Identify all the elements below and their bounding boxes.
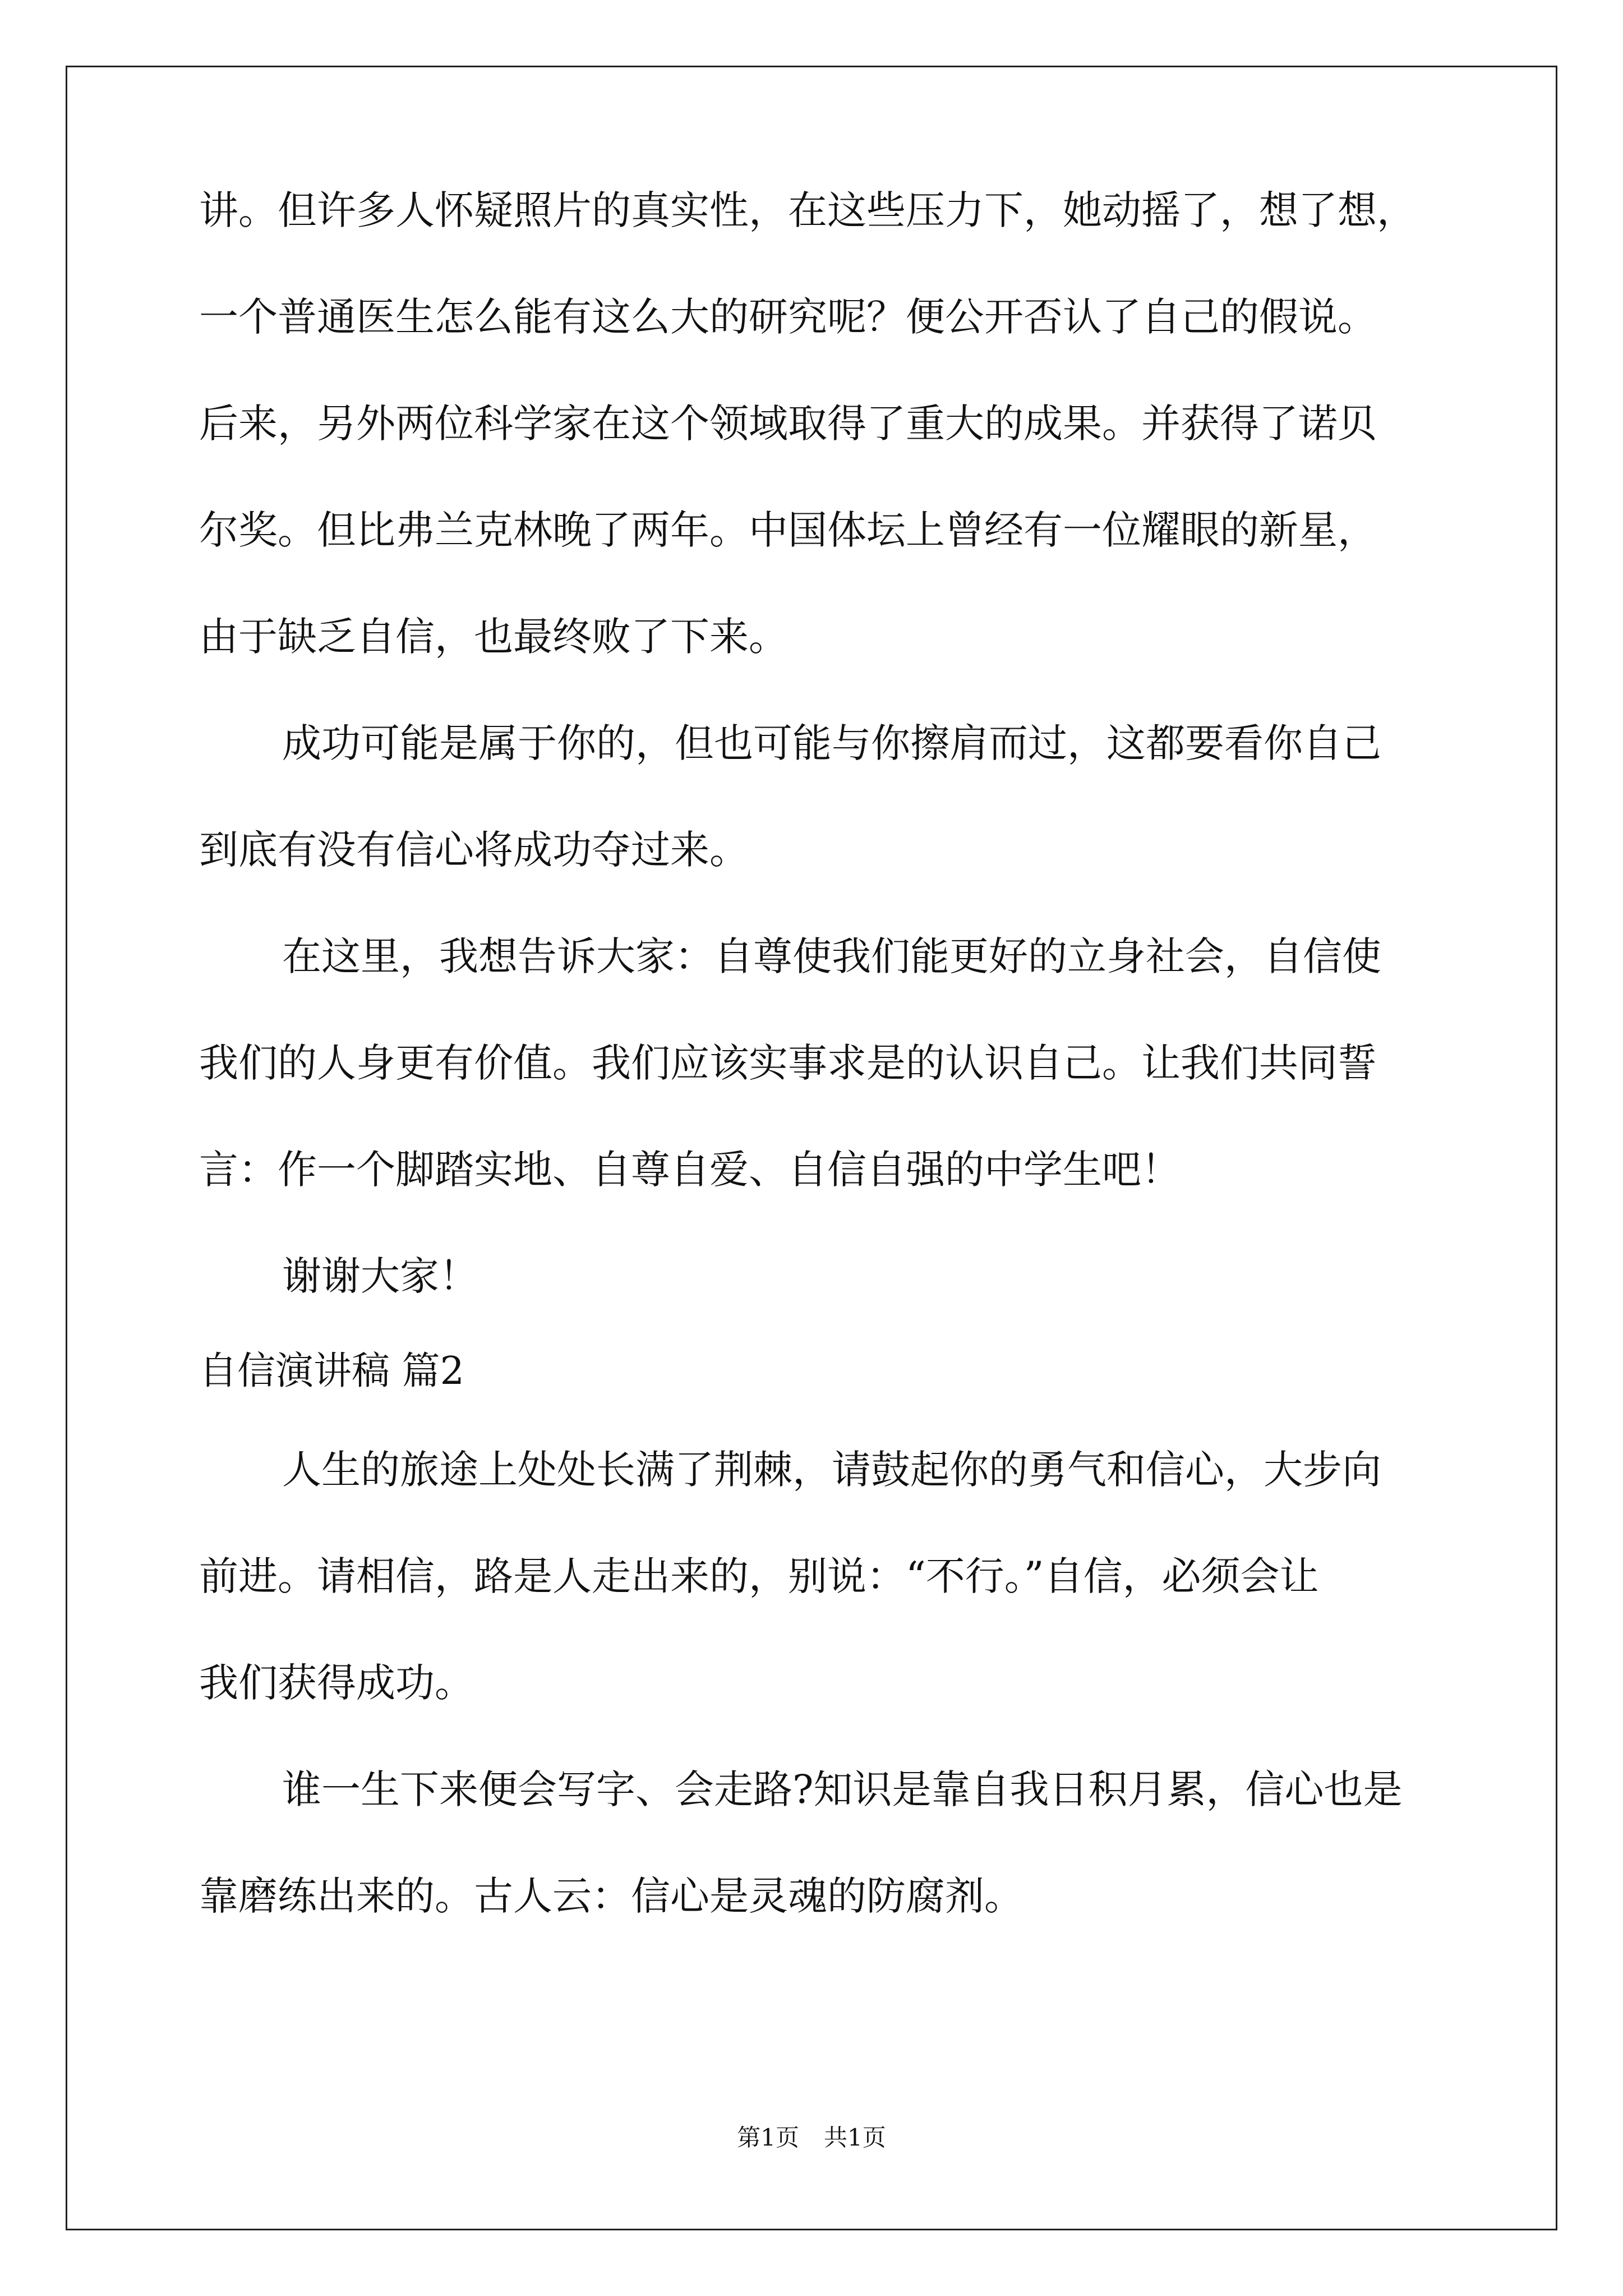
- text-line: 靠磨练出来的。古人云：信心是灵魂的防腐剂。: [199, 1873, 1023, 1919]
- text-line: 后来，另外两位科学家在这个领域取得了重大的成果。并获得了诺贝: [199, 401, 1377, 447]
- page-number: 第1页: [737, 2124, 799, 2151]
- text-line: 言：作一个脚踏实地、自尊自爱、自信自强的中学生吧！: [199, 1147, 1181, 1193]
- text-line: 人生的旅途上处处长满了荆棘，请鼓起你的勇气和信心，大步向: [282, 1447, 1381, 1493]
- text-line: 一个普通医生怎么能有这么大的研究呢？便公开否认了自己的假说。: [199, 294, 1377, 340]
- text-line: 成功可能是属于你的，但也可能与你擦肩而过，这都要看你自己: [282, 720, 1381, 766]
- text-line: 尔奖。但比弗兰克林晚了两年。中国体坛上曾经有一位耀眼的新星，: [199, 507, 1377, 553]
- text-line: 谁一生下来便会写字、会走路?知识是靠自我日积月累，信心也是: [282, 1766, 1403, 1812]
- text-line: 谢谢大家！: [282, 1253, 478, 1299]
- text-line: 在这里，我想告诉大家：自尊使我们能更好的立身社会，自信使: [282, 933, 1381, 979]
- text-line: 讲。但许多人怀疑照片的真实性，在这些压力下，她动摇了，想了想，: [199, 187, 1416, 233]
- page-total: 共1页: [824, 2124, 886, 2151]
- text-line: 由于缺乏自信，也最终败了下来。: [199, 614, 788, 660]
- text-line: 我们的人身更有价值。我们应该实事求是的认识自己。让我们共同誓: [199, 1040, 1377, 1086]
- text-line: 到底有没有信心将成功夺过来。: [199, 827, 749, 873]
- section-heading: 自信演讲稿 篇2: [199, 1349, 464, 1393]
- text-line: 我们获得成功。: [199, 1660, 474, 1706]
- text-line: 前进。请相信，路是人走出来的，别说：“不行。”自信，必须会让: [199, 1553, 1319, 1599]
- page-footer: [0, 2124, 1623, 2152]
